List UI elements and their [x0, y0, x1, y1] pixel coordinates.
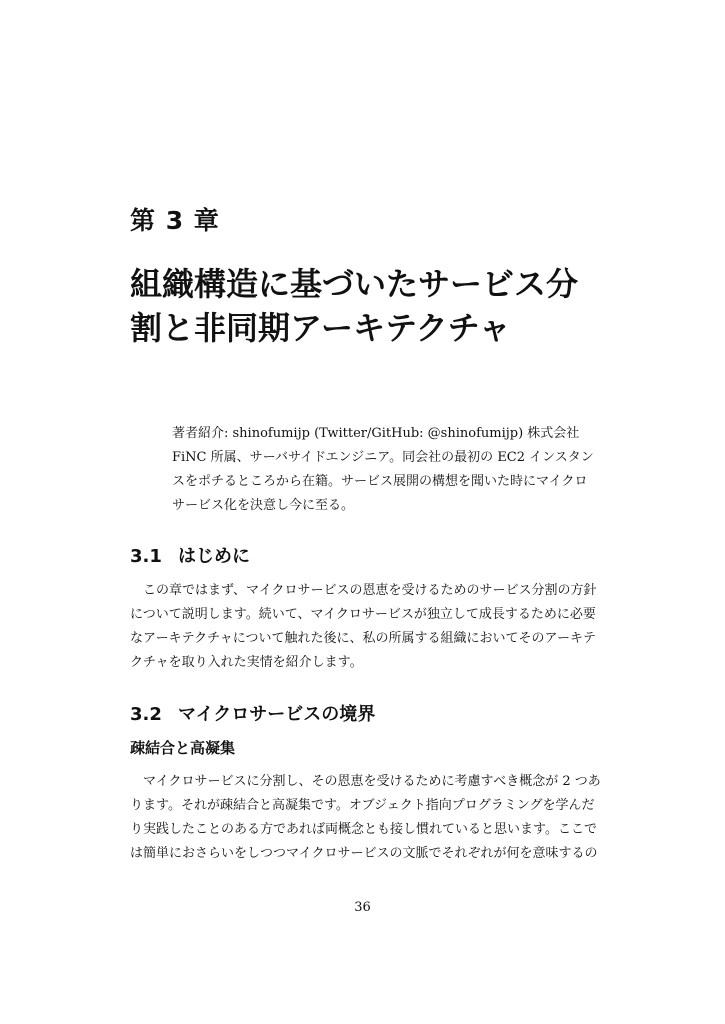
author-intro-line: サービス化を決意し今に至る。: [172, 498, 355, 513]
section-number: 3.1: [130, 546, 162, 567]
chapter-label: 第 3 章: [130, 206, 220, 235]
chapter-title-line: 組織構造に基づいたサービス分: [130, 265, 579, 303]
paragraph-line: は簡単におさらいをしつつマイクロサービスの文脈でそれぞれが何を意味するの: [130, 846, 598, 861]
author-intro-line: 著者紹介: shinofumijp (Twitter/GitHub: @shinofumijp) 株式会社: [172, 426, 580, 441]
paragraph-line: ります。それが疎結合と高凝集です。オブジェクト指向プログラミングを学んだ: [130, 798, 595, 813]
section-number: 3.2: [130, 704, 162, 725]
paragraph-line: この章ではまず、マイクロサービスの恩恵を受けるためのサービス分割の方針: [143, 583, 597, 598]
paragraph-line: マイクロサービスに分割し、その恩恵を受けるために考慮すべき概念が 2 つあ: [143, 774, 601, 789]
paragraph-line: クチャを取り入れた実情を紹介します。: [130, 655, 363, 670]
paragraph-line: なアーキテクチャについて触れた後に、私の所属する組織においてそのアーキテ: [130, 631, 597, 646]
paragraph-line: について説明します。続いて、マイクロサービスが独立して成長するために必要: [130, 607, 596, 622]
subsection-heading: 疎結合と高凝集: [130, 739, 236, 757]
section-title: はじめに: [178, 546, 250, 567]
page-number: 36: [354, 900, 371, 915]
paragraph-line: り実践したことのある方であれば両概念とも接し慣れていると思います。ここで: [130, 822, 597, 837]
author-intro-line: スをポチるところから在籍。サービス展開の構想を聞いた時にマイクロ: [172, 474, 588, 489]
author-introduction: [172, 422, 598, 518]
section-2-paragraph: [130, 770, 601, 866]
chapter-title-line: 割と非同期アーキテクチャ: [130, 309, 511, 347]
section-heading-3-1: [130, 544, 250, 570]
author-intro-line: FiNC 所属、サーバサイドエンジニア。同会社の最初の EC2 インスタン: [172, 450, 594, 465]
section-1-paragraph: [130, 579, 598, 675]
chapter-title: [130, 262, 600, 350]
section-title: マイクロサービスの境界: [178, 704, 376, 725]
section-heading-3-2: [130, 702, 375, 728]
